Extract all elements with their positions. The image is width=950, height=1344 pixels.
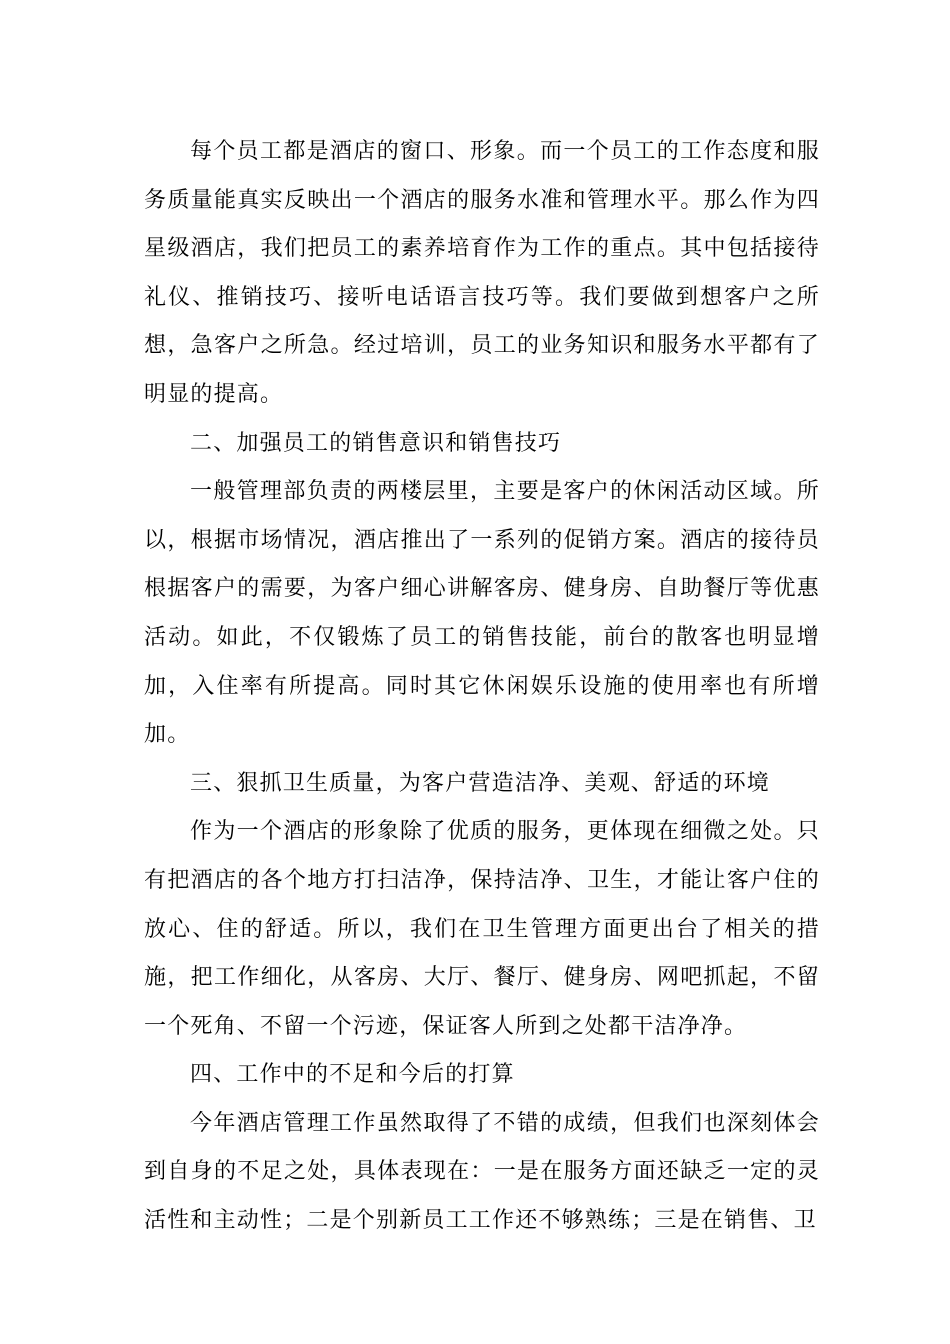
section-heading-hygiene: 三、狠抓卫生质量，为客户营造洁净、美观、舒适的环境 xyxy=(190,770,771,796)
paragraph-shortcomings: 今年酒店管理工作虽然取得了不错的成绩，但我们也深刻体会到自身的不足之处，具体表现在：一是在服务方面还缺乏一定的灵活性和主动性；二是个别新员工工作还不够熟练；三是在销售、卫 xyxy=(144,1110,820,1234)
section-heading-sales: 二、加强员工的销售意识和销售技巧 xyxy=(190,430,562,456)
section-heading-shortcomings: 四、工作中的不足和今后的打算 xyxy=(190,1062,515,1088)
paragraph-staff-image: 每个员工都是酒店的窗口、形象。而一个员工的工作态度和服务质量能真实反映出一个酒店的服务水准和管理水平。那么作为四星级酒店，我们把员工的素养培育作为工作的重点。其中包括接待礼仪、推销技巧、接听电话语言技巧等。我们要做到想客户之所想，急客户之所急。经过培训，员工的业务知识和服务水平都有了明显的提高。 xyxy=(144,139,820,407)
paragraph-hygiene: 作为一个酒店的形象除了优质的服务，更体现在细微之处。只有把酒店的各个地方打扫洁净，保持洁净、卫生，才能让客户住的放心、住的舒适。所以，我们在卫生管理方面更出台了相关的措施，把工作细化，从客房、大厅、餐厅、健身房、网吧抓起，不留一个死角、不留一个污迹，保证客人所到之处都干洁净净。 xyxy=(144,819,820,1039)
document-body xyxy=(144,128,820,1246)
paragraph-sales: 一般管理部负责的两楼层里，主要是客户的休闲活动区域。所以，根据市场情况，酒店推出了一系列的促销方案。酒店的接待员根据客户的需要，为客户细心讲解客房、健身房、自助餐厅等优惠活动。如此，不仅锻炼了员工的销售技能，前台的散客也明显增加，入住率有所提高。同时其它休闲娱乐设施的使用率也有所增加。 xyxy=(144,479,820,748)
